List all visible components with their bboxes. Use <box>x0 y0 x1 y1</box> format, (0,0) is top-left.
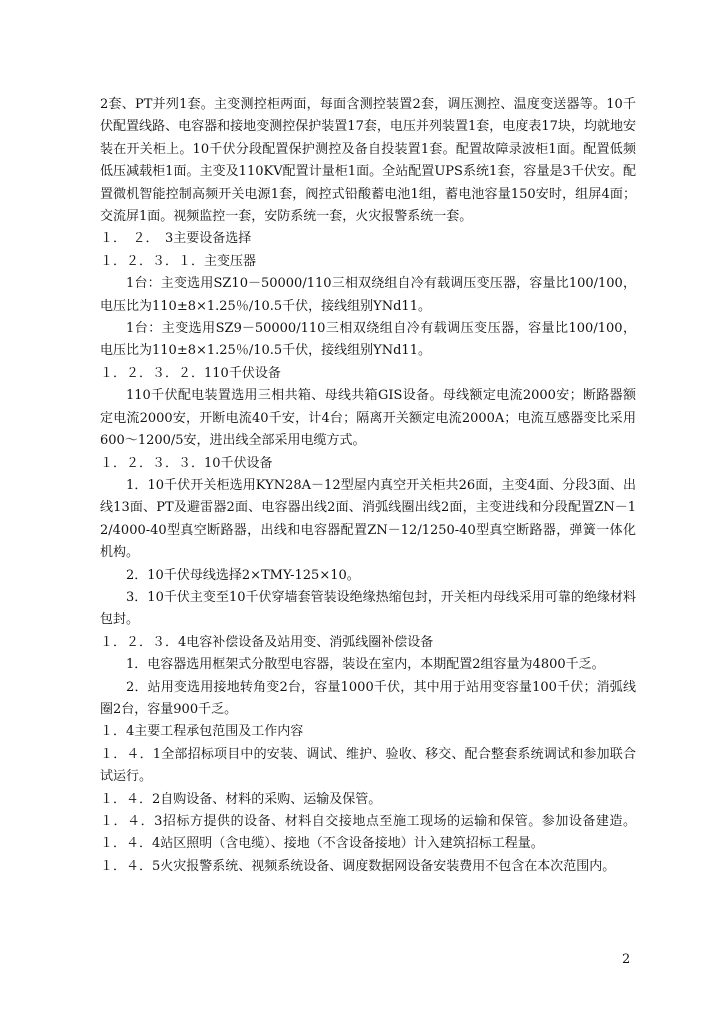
paragraph-scope-1: １．４．1全部招标项目中的安装、调试、维护、验收、移交、配合整套系统调试和参加联合试运行。 <box>100 746 636 785</box>
paragraph-scope-3-4: １．４．3招标方提供的设备、材料自交接地点至施工现场的运输和保管。参加设备建造。１．４．4站区照明（含电缆）、接地（不含设备接地）计入建筑招标工程量。 <box>100 814 636 852</box>
page-number: 2 <box>622 952 631 967</box>
paragraph-station-transformer: 2．站用变选用接地转角变2台，容量1000千伏，其中用于站用变容量100千伏；消弧线圈2台，容量900千乏。 <box>100 679 636 717</box>
paragraph-scope-2: １．４．2自购设备、材料的采购、运输及保管。 <box>100 791 382 807</box>
heading-main-equipment: １． ２． 3主要设备选择 <box>100 231 252 247</box>
heading-capacitor-compensation: １．２．３．4电容补偿设备及站用变、消弧线圈补偿设备 <box>100 634 434 650</box>
paragraph-transformer-sz10: 1台：主变选用SZ10－50000/110三相双绕组自冷有载调压变压器，容量比100/100，电压比为110±8×1.25％/10.5千伏，接线组别YNd11。 <box>100 276 636 314</box>
document-body <box>100 94 636 878</box>
paragraph-transformer-sz9: 1台：主变选用SZ9－50000/110三相双绕组自冷有载调压变压器，容量比100/100，电压比为110±8×1.25％/10.5千伏，接线组别YNd11。 <box>100 321 636 359</box>
paragraph-10kv-busbar: 2．10千伏母线选择2×TMY-125×10。 <box>126 567 360 583</box>
heading-contract-scope: １．4主要工程承包范围及工作内容 <box>100 724 304 740</box>
heading-110kv-equipment: １．２．３．２．110千伏设备 <box>100 365 281 381</box>
paragraph-1: 2套、PT并列1套。主变测控柜两面，每面含测控装置2套，调压测控、温度变送器等。10千伏配置线路、电容器和接地变测控保护装置17套，电压并列装置1套，电度表17块，均就地安装在开关柜上。10千伏分段配置保护测控及备自投装置1套。配置故障录波柜1面。配置低频低压减载柜1面。主变及110KV配置计量柜1面。全站配置UPS系统1套，容量是3千伏安。配置微机智能控制高频开关电源1套，阀控式铅酸蓄电池1组，蓄电池容量150安时，组屏4面；交流屏1面。视频监控一套，安防系统一套，火灾报警系统一套。 <box>100 97 636 225</box>
heading-10kv-equipment: １．２．３．３．10千伏设备 <box>100 455 273 471</box>
paragraph-110kv-gis: 110千伏配电装置选用三相共箱、母线共箱GIS设备。母线额定电流2000安；断路器额定电流2000安，开断电流40千安，计4台；隔离开关额定电流2000A；电流互感器变比采用600～1200/5安，进出线全部采用电缆方式。 <box>100 388 636 449</box>
heading-main-transformer: １．２．３．１．主变压器 <box>100 253 257 269</box>
paragraph-capacitor: 1．电容器选用框架式分散型电容器，装设在室内，本期配置2组容量为4800千乏。 <box>126 657 605 673</box>
paragraph-10kv-switchgear: 1．10千伏开关柜选用KYN28A－12型屋内真空开关柜共26面，主变4面、分段3面、出线13面、PT及避雷器2面、电容器出线2面、消弧线圈出线2面，主变进线和分段配置ZN－12/4000-40型真空断路器，出线和电容器配置ZN－12/1250-40型真空断路器，弹簧一体化机构。 <box>100 477 636 561</box>
paragraph-scope-5: １．４．5火灾报警系统、视频系统设备、调度数据网设备安装费用不包含在本次范围内。 <box>100 858 616 874</box>
paragraph-10kv-bushing: 3．10千伏主变至10千伏穿墙套管装设绝缘热缩包封，开关柜内母线采用可靠的绝缘材料包封。 <box>100 589 636 628</box>
